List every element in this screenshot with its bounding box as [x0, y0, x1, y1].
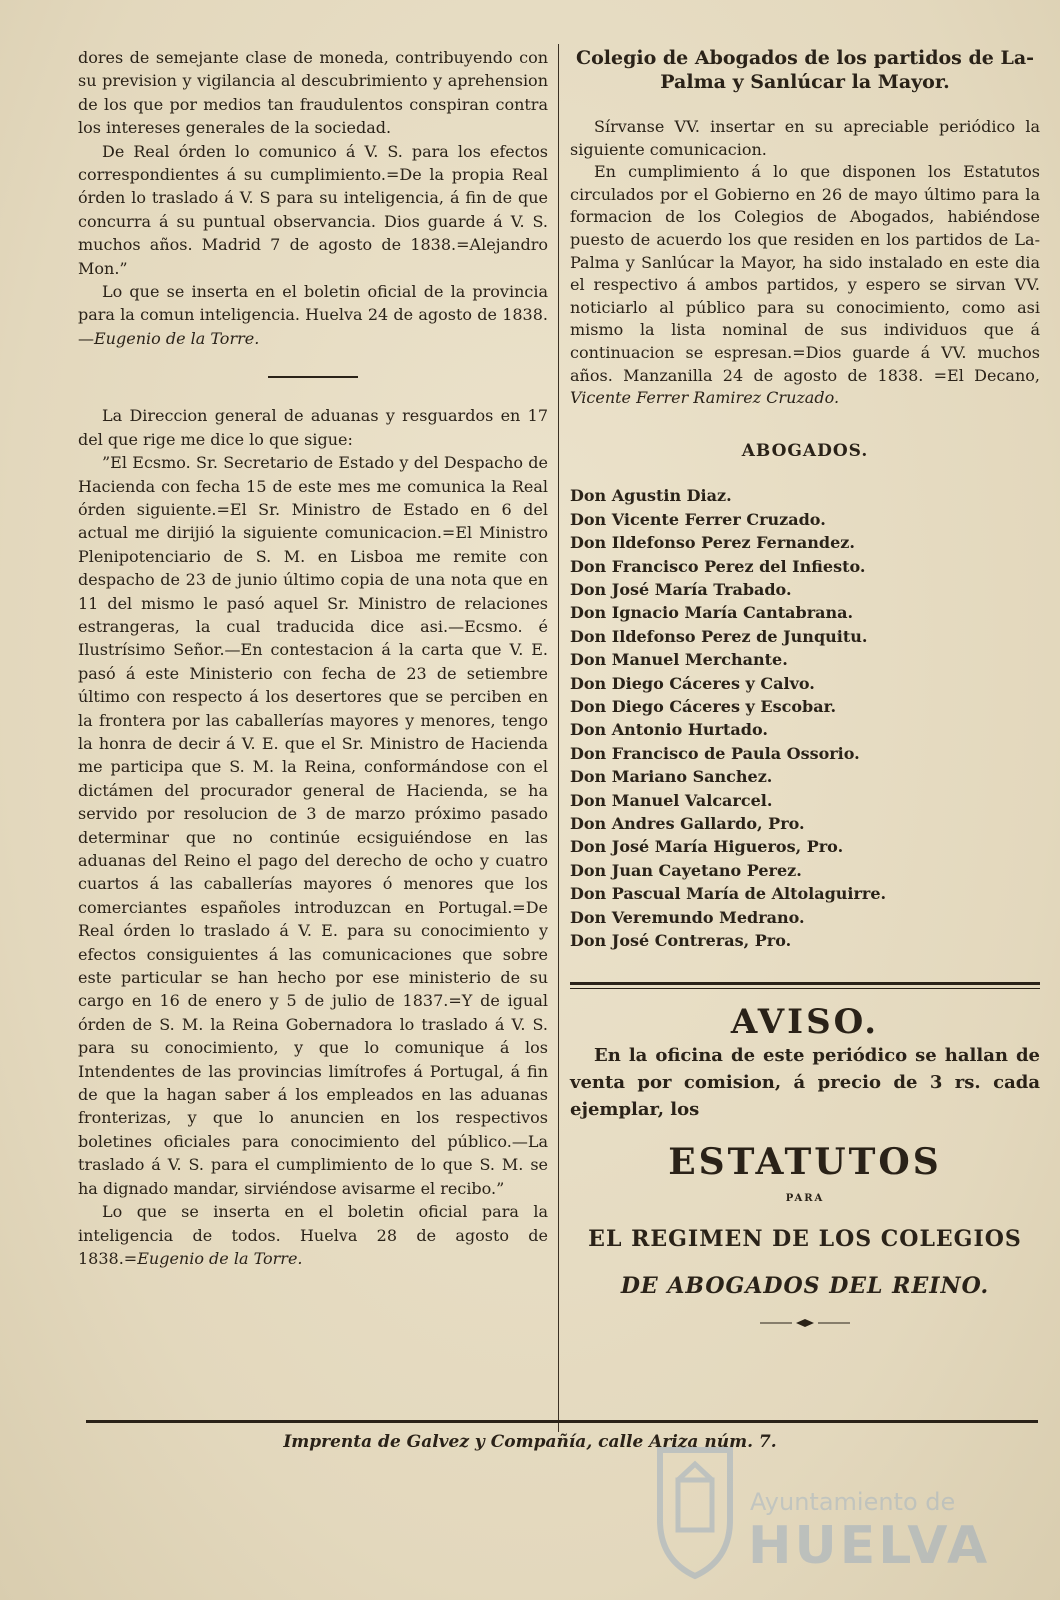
left-paragraph-5: ”El Ecsmo. Sr. Secretario de Estado y del Despacho de Hacienda con fecha 15 de este mes me comunica la Real órden siguiente.=El Sr. Ministro de Estado en 6 del actual me dirijió la siguiente comunicacion.=El Ministro Plenipotenciario de S. M. en Lisboa me remite con despacho de 23 de junio último copia de una nota que en 11 del mismo le pasó aquel Sr. Ministro de relaciones estrangeras, la cual traducida dice asi.—Ecsmo. é Ilustrísimo Señor.—En contestacion á la carta que V. E. pasó á este Ministerio con fecha de 23 de setiembre último con respecto á los desertores que se perciben en la frontera por las caballerías mayores y menores, tengo la honra de decir á V. E. que el Sr. Ministro de Hacienda me participa que S. M. la Reina, conformándose con el dictámen del procurador general de Hacienda, se ha servido por resolucion de 3 de marzo próximo pasado determinar que no continúe ecsiguiéndose en las aduanas del Reino el pago del derecho de ocho y cuatro cuartos á las caballerías mayores ó menores que los comerciantes españoles introduzcan en Portugal.=De Real órden lo traslado á V. E. para su conocimiento y efectos consiguientes á las comunicaciones que sobre este particular se han hecho por ese ministerio de su cargo en 16 de enero y 5 de julio de 1837.=Y de igual órden de S. M. la Reina Gobernadora lo traslado á V. S. para su conocimiento, y que lo comunique á los Intendentes de las provincias limítrofes á Portugal, á fin de que la hagan saber á los empleados en las aduanas fronterizas, y que lo anuncien en los respectivos boletines oficiales para conocimiento del público.—La traslado á V. S. para el cumplimiento de lo que S. M. se ha dignado mandar, sirviéndose avisarme el recibo.”	[78, 453, 548, 1198]
list-item: Don Andres Gallardo, Pro.	[570, 814, 805, 833]
column-rule	[558, 44, 559, 1432]
list-item: Don Ildefonso Perez Fernandez.	[570, 533, 855, 553]
list-item: Don Vicente Ferrer Cruzado.	[570, 509, 826, 529]
list-item: Don Antonio Hurtado.	[570, 720, 768, 740]
imprint-line: Imprenta de Galvez y Compañía, calle Ariza núm. 7.	[283, 1432, 777, 1452]
shield-icon	[650, 1440, 740, 1580]
watermark-bottom-text: HUELVA	[748, 1516, 991, 1576]
right-paragraph-2	[570, 161, 1040, 410]
list-item: Don Ignacio María Cantabrana.	[570, 603, 854, 623]
left-paragraph-6-text: Lo que se inserta en el boletin oficial para la inteligencia de todos. Huelva 28 de agosto de 1838.=	[78, 1202, 548, 1268]
aviso-divider	[570, 982, 1040, 989]
decano-signature: Vicente Ferrer Ramirez Cruzado.	[570, 388, 840, 408]
left-signature-2: Eugenio de la Torre.	[137, 1248, 303, 1268]
left-paragraph-6	[78, 1200, 548, 1270]
list-item: Don Diego Cáceres y Escobar.	[570, 696, 837, 716]
left-paragraph-4: La Direccion general de aduanas y resguardos en 17 del que rige me dice lo que sigue:	[78, 406, 548, 449]
list-item: Don Mariano Sanchez.	[570, 767, 773, 787]
abogados-reino-title: DE ABOGADOS DEL REINO.	[620, 1272, 990, 1299]
list-item: Don Manuel Valcarcel.	[570, 790, 773, 810]
left-paragraph-1: dores de semejante clase de moneda, contribuyendo con su prevision y vigilancia al descubrimiento y aprehension de los que por medios tan fraudulentos conspiran contra los intereses generales de la sociedad.	[78, 48, 548, 138]
left-column	[78, 46, 548, 1270]
list-item: Don Agustin Diaz.	[570, 486, 732, 506]
right-column	[570, 46, 1040, 1336]
left-paragraph-3	[78, 280, 548, 350]
list-item: Don José María Trabado.	[570, 579, 792, 599]
footer-rule	[86, 1420, 1038, 1423]
para-label: PARA	[785, 1192, 825, 1204]
regimen-title: EL REGIMEN DE LOS COLEGIOS	[588, 1226, 1022, 1253]
abogados-title: ABOGADOS.	[741, 440, 869, 461]
left-paragraph-2: De Real órden lo comunico á V. S. para los efectos correspondientes á su cumplimiento.=De la propia Real órden lo traslado á V. S para su inteligencia, á fin de que concurra á su puntual observancia. Dios guarde á V. S. muchos años. Madrid 7 de agosto de 1838.=Alejandro Mon.”	[78, 141, 548, 278]
list-item: Don José María Higueros, Pro.	[570, 837, 844, 857]
list-item: Don Diego Cáceres y Calvo.	[570, 673, 815, 693]
abogados-list	[570, 484, 1040, 952]
colegio-heading: Colegio de Abogados de los partidos de La-Palma y Sanlúcar la Mayor.	[575, 47, 1035, 93]
watermark-top-text: Ayuntamiento de	[750, 1488, 956, 1516]
list-item: Don Francisco de Paula Ossorio.	[570, 743, 860, 763]
list-item: Don José Contreras, Pro.	[570, 931, 792, 951]
list-item: Don Juan Cayetano Perez.	[570, 860, 802, 880]
ayuntamiento-watermark	[650, 1440, 990, 1590]
right-paragraph-2-text: En cumplimiento á lo que disponen los Estatutos circulados por el Gobierno en 26 de mayo último para la formacion de los Colegios de Abogados, habiéndose puesto de acuerdo los que residen en los partidos de La-Palma y Sanlúcar la Mayor, ha sido instalado en este dia el respectivo á ambos partidos, y espero se sirvan VV. noticiarlo al público para su conocimiento, como asi mismo la lista nominal de sus individuos que á continuacion se espresan.=Dios guarde á VV. muchos años. Manzanilla 24 de agosto de 1838. =El Decano,	[570, 162, 1040, 385]
left-signature-1: Eugenio de la Torre.	[94, 328, 260, 348]
ornament-icon	[570, 1313, 1040, 1336]
list-item: Don Veremundo Medrano.	[570, 907, 805, 927]
list-item: Don Pascual María de Altolaguirre.	[570, 884, 887, 904]
right-paragraph-1: Sírvanse VV. insertar en su apreciable periódico la siguiente comunicacion.	[570, 117, 1040, 159]
estatutos-title: ESTATUTOS	[668, 1141, 942, 1184]
list-item: Don Manuel Merchante.	[570, 650, 788, 670]
list-item: Don Ildefonso Perez de Junquitu.	[570, 626, 868, 646]
section-divider	[268, 376, 358, 378]
aviso-body: En la oficina de este periódico se hallan de venta por comision, á precio de 3 rs. cada ejemplar, los	[570, 1045, 1040, 1121]
left-paragraph-3-text: Lo que se inserta en el boletin oficial de la provincia para la comun inteligencia. Huelva 24 de agosto de 1838.—	[78, 282, 548, 348]
aviso-title: AVISO.	[730, 1002, 880, 1043]
list-item: Don Francisco Perez del Infiesto.	[570, 556, 866, 576]
